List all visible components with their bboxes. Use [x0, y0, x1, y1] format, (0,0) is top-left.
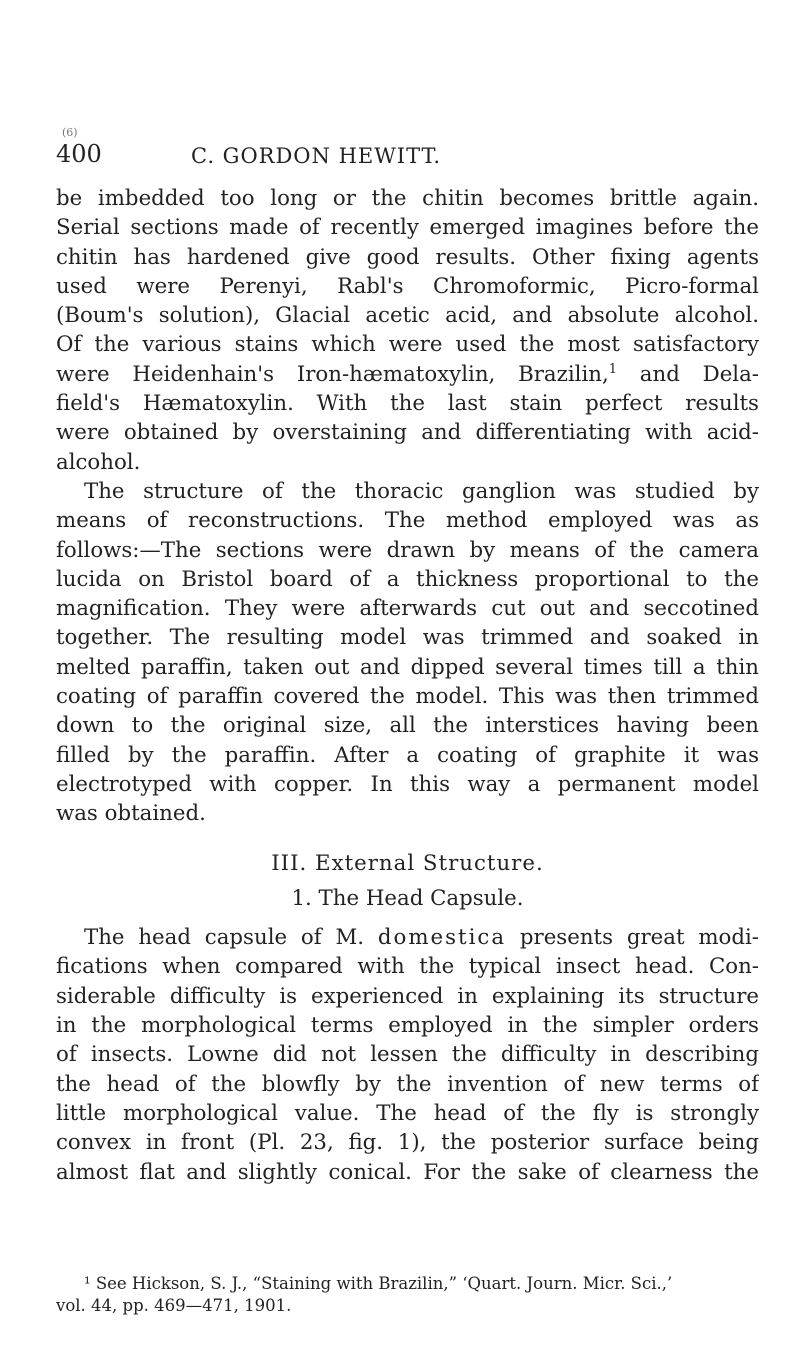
text-line: be imbedded too long or the chitin becomes brittle again. [56, 186, 759, 211]
text-after-footnote: and Dela- [617, 361, 759, 387]
text-line: convex in front (Pl. 23, fig. 1), the posterior surface being [56, 1130, 759, 1156]
text-before-footnote: were Heidenhain's Iron-hæmatoxylin, Brazilin, [56, 361, 609, 387]
text-line: melted paraffin, taken out and dipped several times till a thin [56, 654, 759, 680]
text-before-species: The head capsule of M. [84, 925, 365, 951]
text-line: siderable difficulty is experienced in explaining its structure [56, 983, 759, 1009]
paragraph-reconstruction-method [56, 477, 759, 829]
text-line: used were Perenyi, Rabl's Chromoformic, Picro-formal [56, 273, 759, 299]
text-line: follows:—The sections were drawn by means of the camera [56, 537, 759, 563]
text-line: alcohol. [56, 449, 141, 475]
text-line: were obtained by overstaining and differentiating with acid- [56, 420, 759, 446]
text-line: was obtained. [56, 801, 206, 827]
text-line-with-species [56, 923, 759, 952]
footnote-line: vol. 44, pp. 469—471, 1901. [56, 1296, 292, 1315]
text-line: Serial sections made of recently emerged imagines before the [56, 215, 759, 241]
page-number: 400 [56, 140, 102, 168]
text-line: electrotyped with copper. In this way a permanent model [56, 771, 759, 797]
text-line-with-footnote [56, 360, 759, 389]
text-line: lucida on Bristol board of a thickness proportional to the [56, 566, 759, 592]
text-line: little morphological value. The head of the fly is strongly [56, 1100, 759, 1126]
text-line: in the morphological terms employed in the simpler orders [56, 1013, 759, 1039]
text-line: coating of paraffin covered the model. This was then trimmed [56, 684, 759, 710]
text-line: almost flat and slightly conical. For the sake of clearness the [56, 1159, 759, 1185]
text-line: fications when compared with the typical insect head. Con- [56, 954, 759, 980]
text-after-species: presents great modi- [519, 925, 759, 951]
text-line: chitin has hardened give good results. Other fixing agents [56, 244, 759, 270]
paragraph-fixing-and-staining [56, 184, 759, 477]
text-line: the head of the blowfly by the invention of new terms of [56, 1071, 759, 1097]
text-line: of insects. Lowne did not lessen the difficulty in describing [56, 1042, 759, 1068]
text-line: down to the original size, all the interstices having been [56, 713, 759, 739]
page-mark: (6) [62, 126, 78, 139]
paragraph-head-capsule [56, 923, 759, 1187]
subsection-heading: 1. The Head Capsule. [291, 885, 524, 911]
footnote [56, 1273, 759, 1317]
page-header [56, 136, 756, 172]
text-line: field's Hæmatoxylin. With the last stain perfect results [56, 391, 759, 417]
text-line: filled by the paraffin. After a coating of graphite it was [56, 742, 759, 768]
text-line: Of the various stains which were used the most satisfactory [56, 332, 759, 358]
footnote-marker: 1 [608, 361, 618, 377]
text-line: together. The resulting model was trimmed and soaked in [56, 625, 759, 651]
text-line: (Boum's solution), Glacial acetic acid, and absolute alcohol. [56, 303, 759, 329]
text-line: The structure of the thoracic ganglion was studied by [84, 478, 759, 504]
text-line: magnification. They were afterwards cut out and seccotined [56, 596, 759, 622]
section-heading: III. External Structure. [271, 850, 544, 876]
species-name: domestica [377, 925, 507, 951]
footnote-line: ¹ See Hickson, S. J., “Staining with Brazilin,” ‘Quart. Journ. Micr. Sci.,’ [84, 1274, 673, 1293]
body-text [56, 184, 759, 1187]
text-line: means of reconstructions. The method employed was as [56, 508, 759, 534]
running-head: C. GORDON HEWITT. [191, 144, 442, 168]
